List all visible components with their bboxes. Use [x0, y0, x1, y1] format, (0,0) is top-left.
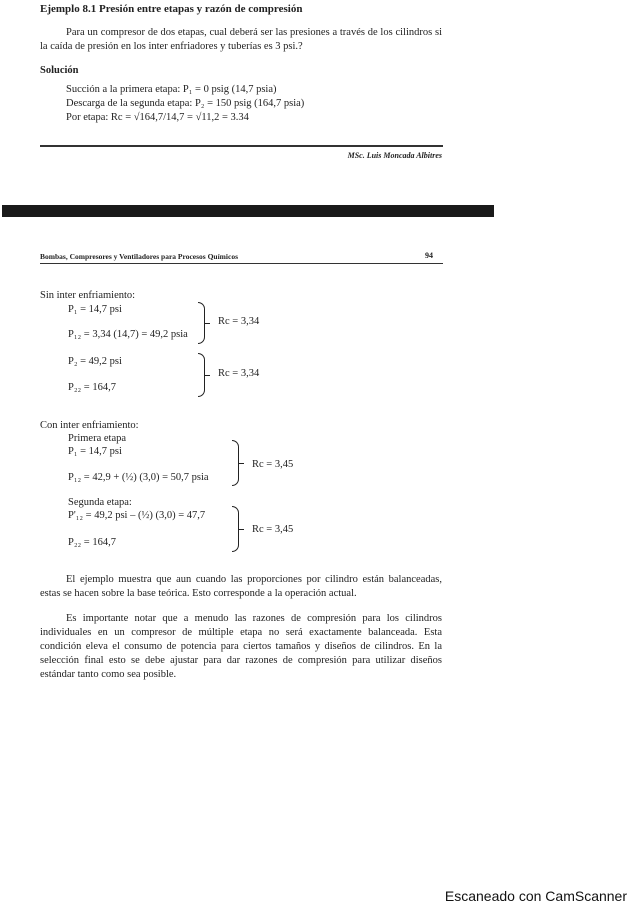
stage-label: Primera etapa: [68, 433, 127, 444]
equation: P₁₂ = 3,34 (14,7) = 49,2 psia: [68, 329, 188, 340]
camscanner-watermark: Escaneado con CamScanner: [444, 888, 627, 904]
brace: [232, 440, 239, 486]
header-rule: [40, 263, 443, 264]
ratio-result: Rc = 3,34: [218, 368, 260, 379]
example-title: Ejemplo 8.1 Presión entre etapas y razón de compresión: [40, 3, 303, 15]
page-divider: [2, 205, 494, 217]
equation: P₂₂ = 164,7: [68, 382, 116, 393]
stage-label: Segunda etapa:: [68, 497, 132, 508]
brace: [198, 302, 205, 344]
paragraph: El ejemplo muestra que aun cuando las proporciones por cilindro están balanceadas, estas se hacen sobre la base teórica. Esto corresponde a la operación actual.: [40, 574, 442, 599]
solution-line: Succión a la primera etapa: P₁ = 0 psig (14,7 psia): [66, 84, 277, 95]
running-header: Bombas, Compresores y Ventiladores para Procesos Químicos: [40, 252, 238, 261]
equation: P₂₂ = 164,7: [68, 537, 116, 548]
equation: P₁ = 14,7 psi: [68, 446, 122, 457]
paragraph: Es importante notar que a menudo las razones de compresión para los cilindros individuales en un compresor de múltiple etapa no será exactamente balanceada. Esta condición eleva el consumo de potencia para ciertos tamaños y diseños de cilindros. En la selección final esto se debe ajustar para dar razones de compresión para utilizar diseños estándar tanto como sea posible.: [40, 613, 442, 680]
page-footer-author: MSc. Luis Moncada Albitres: [347, 151, 442, 160]
ratio-result: Rc = 3,45: [252, 524, 294, 535]
footer-rule: [40, 145, 443, 147]
solution-line: Por etapa: Rc = √164,7/14,7 = √11,2 = 3.34: [66, 112, 249, 123]
equation: P₁₂ = 42,9 + (½) (3,0) = 50,7 psia: [68, 472, 209, 483]
ratio-result: Rc = 3,45: [252, 459, 294, 470]
solution-line: Descarga de la segunda etapa: P₂ = 150 psig (164,7 psia): [66, 98, 305, 109]
brace: [198, 353, 205, 397]
solution-heading: Solución: [40, 65, 79, 76]
equation: P₁ = 14,7 psi: [68, 304, 122, 315]
equation: P₂ = 49,2 psi: [68, 356, 122, 367]
problem-statement: Para un compresor de dos etapas, cual deberá ser las presiones a través de los cilindros si la caída de presión en los inter enfriadores y tuberías es 3 psi.?: [40, 27, 442, 52]
brace: [232, 506, 239, 552]
page-number: 94: [425, 251, 433, 260]
ratio-result: Rc = 3,34: [218, 316, 260, 327]
equation: P'₁₂ = 49,2 psi – (½) (3,0) = 47,7: [68, 510, 206, 521]
section-heading-with-cooling: Con inter enfriamiento:: [40, 420, 139, 431]
section-heading-no-cooling: Sin inter enfriamiento:: [40, 290, 136, 301]
